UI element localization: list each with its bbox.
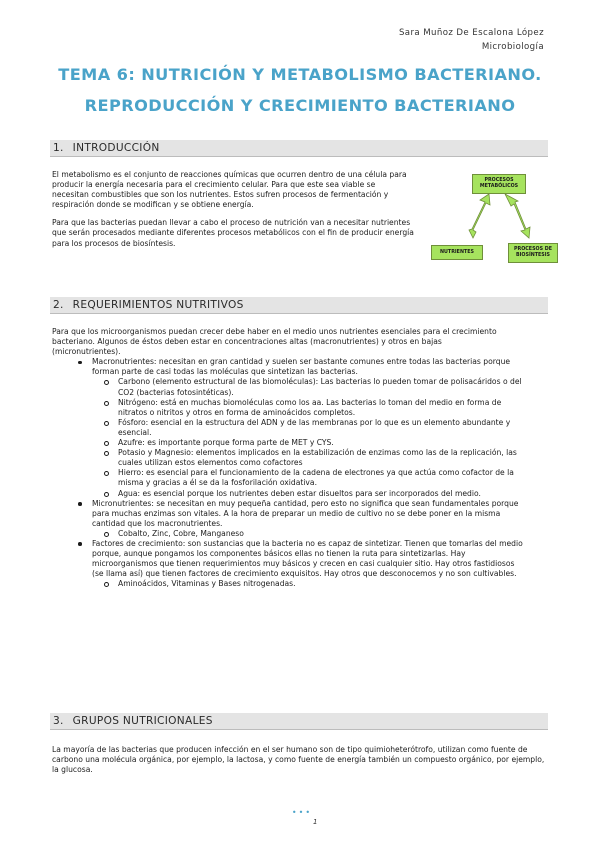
- groups-text-block: [52, 745, 550, 775]
- section-number: 1.: [53, 142, 64, 154]
- factores-crecimiento-text: Factores de crecimiento: son sustancias que la bacteria no es capaz de sintetizar. Tienen que tomarlas del medio porque, aunque pongamos los componentes básicos ellas no tienen la ruta para sintetizarlas. Hay microorganismos que tienen requerimientos muy básicos y crecen en casi cualquier sitio. Hay otros fastidiosos (se llama así) que tienen factores de crecimiento exquisitos. Hay otros que desconocemos y no son cultivables.: [92, 538, 523, 579]
- intro-paragraph-1: El metabolismo es el conjunto de reacciones químicas que ocurren dentro de una célula para producir la energía necesaria para el crecimiento celular. Para que este sea viable se necesitan combustibles que son los nutrientes. Estos sufren procesos de fermentación y respiración donde se modifican y se obtiene energía.: [52, 170, 407, 210]
- document-title-line-2: REPRODUCCIÓN Y CRECIMIENTO BACTERIANO: [84, 96, 516, 115]
- list-item: Fósforo: esencial en la estructura del ADN y de las membranas por lo que es un elemento abundante y esencial.: [92, 418, 526, 438]
- micro-sublist: [92, 529, 526, 539]
- intro-paragraph-2: Para que las bacterias puedan llevar a cabo el proceso de nutrición van a necesitar nutrientes que serán procesados mediante diferentes procesos metabólicos con el fin de producir energía para los procesos de biosíntesis.: [52, 218, 414, 248]
- list-item: Hierro: es esencial para el funcionamiento de la cadena de electrones ya que actúa como cofactor de la misma y gracias a él se da la fosforilación oxidativa.: [92, 468, 526, 488]
- page-number: 1: [313, 818, 318, 826]
- list-item: Azufre: es importante porque forma parte de MET y CYS.: [92, 438, 526, 448]
- document-title-line-1: TEMA 6: NUTRICIÓN Y METABOLISMO BACTERIANO.: [58, 65, 542, 84]
- list-item: [52, 499, 526, 539]
- section-title: GRUPOS NUTRICIONALES: [72, 715, 213, 727]
- section-title: REQUERIMIENTOS NUTRITIVOS: [72, 299, 244, 311]
- diagram-arrows: [455, 192, 545, 242]
- arrow-up-left: [469, 194, 490, 238]
- list-item: [52, 357, 526, 498]
- groups-paragraph: La mayoría de las bacterias que producen infección en el ser humano son de tipo quimioheterótrofo, utilizan como fuente de carbono una molécula orgánica, por ejemplo, la lactosa, y como fuente de energía también un compuesto orgánico, por ejemplo, la glucosa.: [52, 745, 545, 775]
- section-number: 3.: [53, 715, 64, 727]
- requirements-text-block: [52, 327, 526, 589]
- nutrient-list: [52, 357, 526, 589]
- section-heading-introduccion: [50, 140, 548, 157]
- list-item: Cobalto, Zinc, Cobre, Manganeso: [92, 529, 526, 539]
- author-name: Sara Muñoz De Escalona López: [398, 28, 544, 38]
- arrow-down-right: [505, 194, 530, 238]
- diagram-box-procesos-biosintesis: PROCESOS DE BIOSÍNTESIS: [508, 243, 558, 263]
- macronutrientes-text: Macronutrientes: necesitan en gran cantidad y suelen ser bastante comunes entre todas las bacterias porque forman parte de casi todas las moléculas que sintetizan las bacterias.: [92, 357, 511, 377]
- micronutrientes-text: Micronutrientes: se necesitan en muy pequeña cantidad, pero esto no significa que sean fundamentales porque para muchas enzimas son vitales. A la hora de preparar un medio de cultivo no se debe poner en la misma cantidad que los macronutrientes.: [92, 498, 519, 528]
- requirements-intro: Para que los microorganismos puedan crecer debe haber en el medio unos nutrientes esenciales para el crecimiento bacteriano. Algunos de éstos deben estar en concentraciones altas (macronutrientes) y otros en bajas (micronutrientes).: [52, 327, 497, 357]
- list-item: Nitrógeno: está en muchas biomoléculas como los aa. Las bacterias lo toman del medio en forma de nitratos o nitritos y otros en forma de aminoácidos completos.: [92, 398, 526, 418]
- diagram-box-procesos-metabolicos: PROCESOS METABÓLICOS: [472, 174, 526, 194]
- intro-text-block: [52, 170, 414, 249]
- section-heading-grupos: [50, 713, 548, 730]
- section-heading-requerimientos: [50, 297, 548, 314]
- list-item: Potasio y Magnesio: elementos implicados en la estabilización de enzimas como las de la replicación, las cuales utilizan estos elementos como cofactores: [92, 448, 526, 468]
- section-number: 2.: [53, 299, 64, 311]
- list-item: Agua: es esencial porque los nutrientes deben estar disueltos para ser incorporados del medio.: [92, 489, 526, 499]
- list-item: [52, 539, 526, 589]
- growth-sublist: [92, 579, 526, 589]
- section-title: INTRODUCCIÓN: [72, 142, 160, 154]
- diagram-box-nutrientes: NUTRIENTES: [431, 245, 483, 260]
- macro-sublist: [92, 377, 526, 498]
- list-item: Carbono (elemento estructural de las biomoléculas): Las bacterias lo pueden tomar de polisacáridos o del CO2 (bacterias fotosintéticas).: [92, 377, 526, 397]
- list-item: Aminoácidos, Vitaminas y Bases nitrogenadas.: [92, 579, 526, 589]
- page-header: [399, 26, 544, 54]
- subject-name: Microbiología: [481, 42, 544, 52]
- footer-dots: •••: [291, 808, 313, 817]
